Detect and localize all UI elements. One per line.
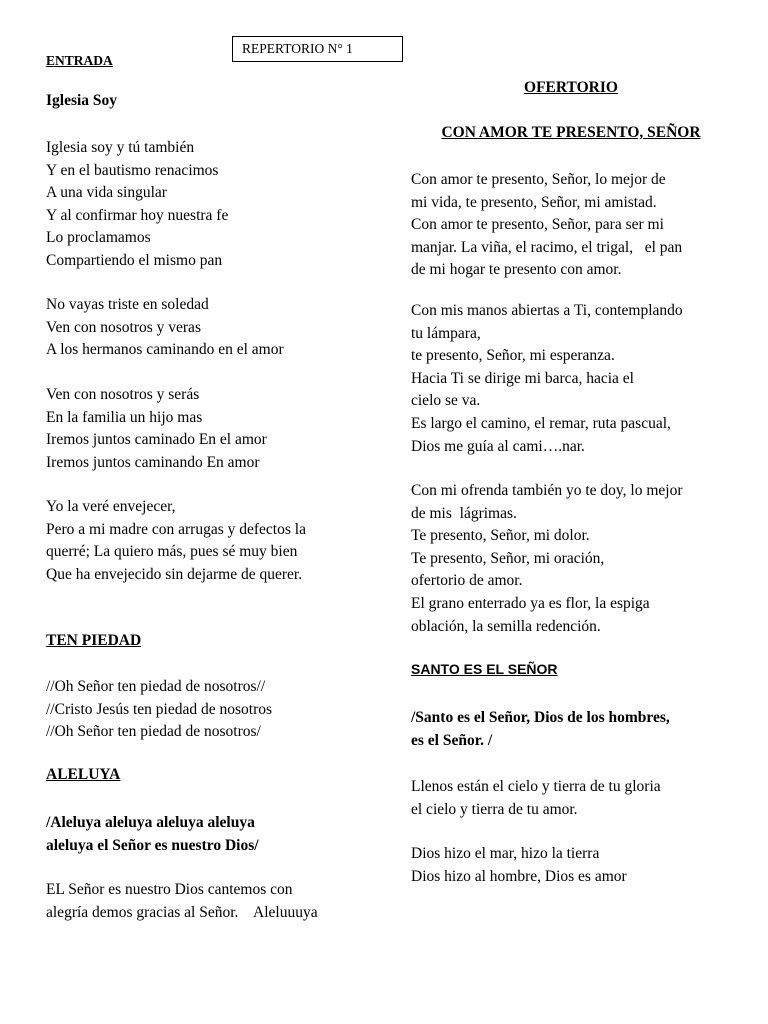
lyric-line: /Aleluya aleluya aleluya aleluya [46,814,255,831]
lyric-line: Hacia Ti se dirige mi barca, hacia el [411,369,634,387]
song-title-con-amor: CON AMOR TE PRESENTO, SEÑOR [441,124,701,141]
lyric-line: //Oh Señor ten piedad de nosotros// [46,678,266,695]
lyric-line: Es largo el camino, el remar, ruta pascual, [411,414,671,432]
lyric-line: Ven con nosotros y veras [46,318,201,336]
ofertorio-heading: OFERTORIO [524,79,618,96]
lyric-line: el cielo y tierra de tu amor. [411,800,578,818]
lyric-line: Pero a mi madre con arrugas y defectos la [46,520,306,538]
lyric-line: Iglesia soy y tú también [46,139,195,156]
entrada-stanza-1 [46,137,376,273]
lyric-line: Y al confirmar hoy nuestra fe [46,206,229,224]
entrada-stanza-3 [46,384,267,474]
lyric-line: Que ha envejecido sin dejarme de querer. [46,565,303,583]
lyric-line: Iremos juntos caminado En el amor [46,431,267,449]
santo-heading: SANTO ES EL SEÑOR [411,661,558,677]
lyric-line: Lo proclamamos [46,229,151,247]
lyric-line: A una vida singular [46,184,167,202]
entrada-stanza-4 [46,496,306,586]
lyric-line: Llenos están el cielo y tierra de tu gloria [411,778,661,795]
lyric-line: Y en el bautismo renacimos [46,161,219,179]
entrada-heading: ENTRADA [46,53,113,68]
lyric-line: /Santo es el Señor, Dios de los hombres, [411,709,670,726]
lyric-line: de mi hogar te presento con amor. [411,261,622,279]
aleluya-refrain [46,812,259,857]
lyric-line: aleluya el Señor es nuestro Dios/ [46,836,259,854]
lyric-line: Te presento, Señor, mi oración, [411,549,605,567]
lyric-line: No vayas triste en soledad [46,296,209,313]
lyric-line: Iremos juntos caminando En amor [46,453,260,471]
ten-piedad-heading: TEN PIEDAD [46,632,142,649]
ten-piedad-lyrics [46,676,272,744]
lyric-line: Dios me guía al cami….nar. [411,437,585,455]
lyric-line: oblación, la semilla redención. [411,617,601,635]
aleluya-verse [46,879,318,924]
lyric-line: tu lámpara, [411,324,481,342]
song-title-iglesia-soy: Iglesia Soy [46,92,118,109]
lyric-line: En la familia un hijo mas [46,408,203,426]
lyric-line: Yo la veré envejecer, [46,498,176,515]
lyric-line: Con mis manos abiertas a Ti, contemplando [411,302,683,319]
lyric-line: Con amor te presento, Señor, para ser mi [411,216,664,234]
lyric-line: Dios hizo al hombre, Dios es amor [411,867,627,885]
lyric-line: te presento, Señor, mi esperanza. [411,347,615,365]
ofertorio-stanza-2 [411,300,683,458]
lyric-line: ofertorio de amor. [411,572,523,590]
santo-refrain [411,707,670,752]
lyric-line: //Cristo Jesús ten piedad de nosotros [46,700,273,718]
lyric-line: de mis lágrimas. [411,504,517,522]
santo-verse-1 [411,776,661,821]
lyric-line: cielo se va. [411,392,481,410]
lyric-line: alegría demos gracias al Señor. Aleluuuya [46,903,318,921]
lyric-line: Dios hizo el mar, hizo la tierra [411,845,600,862]
repertorio-box [232,36,403,62]
lyric-line: es el Señor. / [411,731,493,749]
lyric-line: El grano enterrado ya es flor, la espiga [411,594,650,612]
lyric-line: A los hermanos caminando en el amor [46,341,284,359]
ofertorio-stanza-1 [411,169,741,282]
lyric-line: manjar. La viña, el racimo, el trigal, el pan [411,238,683,256]
lyric-line: EL Señor es nuestro Dios cantemos con [46,881,293,898]
ofertorio-stanza-3 [411,480,682,638]
lyric-line: Con mi ofrenda también yo te doy, lo mejor [411,482,683,499]
lyric-line: Compartiendo el mismo pan [46,251,223,269]
entrada-stanza-2 [46,294,284,362]
lyric-line: mi vida, te presento, Señor, mi amistad. [411,193,657,211]
repertorio-label: REPERTORIO N° 1 [242,41,353,56]
lyric-line: querré; La quiero más, pues sé muy bien [46,543,298,561]
lyric-line: Ven con nosotros y serás [46,386,200,403]
lyric-line: Con amor te presento, Señor, lo mejor de [411,171,666,188]
lyric-line: Te presento, Señor, mi dolor. [411,527,590,545]
santo-verse-2 [411,843,627,888]
aleluya-heading: ALELUYA [46,766,121,783]
lyric-line: //Oh Señor ten piedad de nosotros/ [46,723,261,741]
